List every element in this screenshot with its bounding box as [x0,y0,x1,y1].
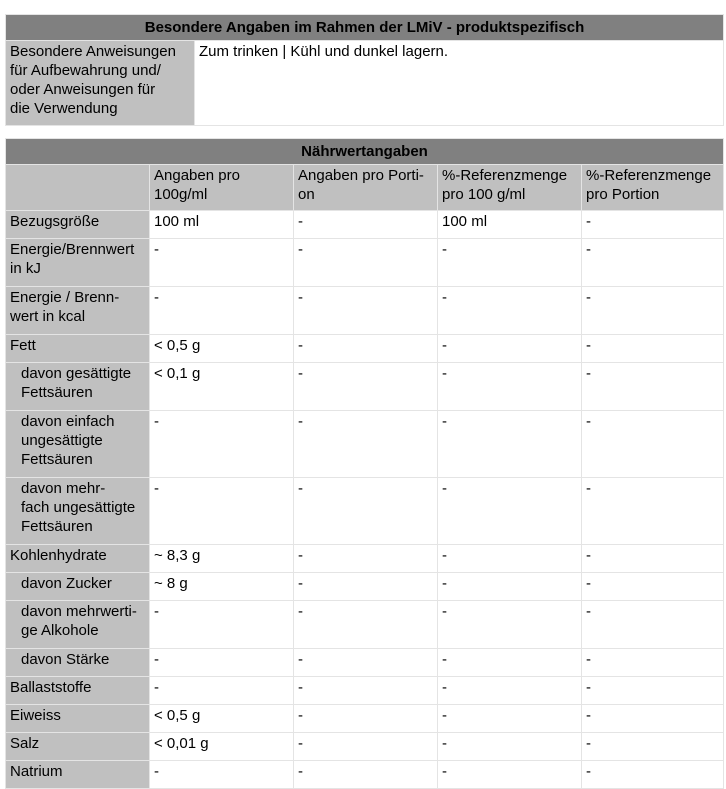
column-header: Angaben pro 100g/ml [150,165,293,210]
column-header: %-Referenzmenge pro 100 g/ml [438,165,581,210]
row-label: davon mehr- fach ungesättigte Fettsäuren [6,478,149,544]
row-value: - [294,677,437,704]
row-value: - [294,411,437,477]
row-value: - [150,411,293,477]
row-value: - [438,335,581,362]
row-value: - [438,239,581,286]
nutrition-row [6,733,723,760]
row-value: - [294,211,437,238]
nutrition-row [6,335,723,362]
row-value: - [438,677,581,704]
row-value: - [150,287,293,334]
row-label: Fett [6,335,149,362]
row-value: - [438,545,581,572]
row-value: - [582,411,723,477]
column-header: Angaben pro Porti- on [294,165,437,210]
row-value: - [582,573,723,600]
nutrition-row [6,211,723,238]
row-value: - [150,761,293,788]
lmiv-table [5,14,724,126]
row-value: - [582,761,723,788]
row-value: - [582,363,723,410]
row-value: - [582,733,723,760]
row-value: - [150,677,293,704]
row-value: - [294,601,437,648]
lmiv-label: Besondere Anweisungen für Aufbewahrung und/ oder Anweisungen für die Verwendung [6,41,194,125]
row-value: - [438,573,581,600]
column-header [6,165,149,210]
nutrition-row [6,761,723,788]
row-value: - [294,287,437,334]
row-value: - [582,545,723,572]
row-value: - [294,545,437,572]
row-value: - [582,211,723,238]
nutrition-row [6,363,723,410]
row-value: 100 ml [150,211,293,238]
row-value: - [438,733,581,760]
row-value: - [294,761,437,788]
nutrition-row [6,649,723,676]
row-value: - [582,601,723,648]
row-value: - [294,239,437,286]
row-value: - [438,363,581,410]
row-value: - [294,363,437,410]
row-value: - [582,478,723,544]
row-value: - [438,601,581,648]
column-header: %-Referenzmenge pro Portion [582,165,723,210]
row-label: davon gesättigte Fettsäuren [6,363,149,410]
row-value: - [294,649,437,676]
row-label: davon Stärke [6,649,149,676]
row-label: Energie / Brenn- wert in kcal [6,287,149,334]
row-value: - [150,601,293,648]
nutrition-row [6,411,723,477]
row-label: Eiweiss [6,705,149,732]
nutrition-row [6,478,723,544]
row-label: Ballaststoffe [6,677,149,704]
row-value: - [582,649,723,676]
row-value: - [582,677,723,704]
row-value: - [438,411,581,477]
row-value: - [582,335,723,362]
row-value: < 0,5 g [150,705,293,732]
row-value: < 0,5 g [150,335,293,362]
row-value: - [150,649,293,676]
row-value: - [582,239,723,286]
lmiv-value: Zum trinken | Kühl und dunkel lagern. [195,41,723,125]
nutrition-row [6,677,723,704]
nutrition-row [6,705,723,732]
row-value: ~ 8 g [150,573,293,600]
row-value: - [438,287,581,334]
nutrition-row [6,601,723,648]
row-value: - [438,761,581,788]
row-label: davon Zucker [6,573,149,600]
nutrition-row [6,573,723,600]
row-value: ~ 8,3 g [150,545,293,572]
row-value: - [438,478,581,544]
nutrition-table [5,138,724,789]
nutrition-row [6,239,723,286]
nutrition-row [6,545,723,572]
nutrition-row [6,287,723,334]
row-label: Bezugsgröße [6,211,149,238]
row-value: < 0,1 g [150,363,293,410]
row-value: < 0,01 g [150,733,293,760]
row-label: Energie/Brennwert in kJ [6,239,149,286]
row-label: Salz [6,733,149,760]
nutrition-title: Nährwertangaben [6,139,723,164]
row-value: - [582,287,723,334]
row-label: davon mehrwerti- ge Alkohole [6,601,149,648]
row-value: - [294,478,437,544]
row-value: - [294,733,437,760]
row-value: - [582,705,723,732]
row-label: davon einfach ungesättigte Fettsäuren [6,411,149,477]
row-label: Natrium [6,761,149,788]
lmiv-title: Besondere Angaben im Rahmen der LMiV - produktspezifisch [6,15,723,40]
row-value: - [438,705,581,732]
row-value: - [438,649,581,676]
row-value: - [150,239,293,286]
row-value: 100 ml [438,211,581,238]
row-value: - [294,573,437,600]
row-value: - [294,335,437,362]
row-value: - [294,705,437,732]
row-value: - [150,478,293,544]
row-label: Kohlenhydrate [6,545,149,572]
